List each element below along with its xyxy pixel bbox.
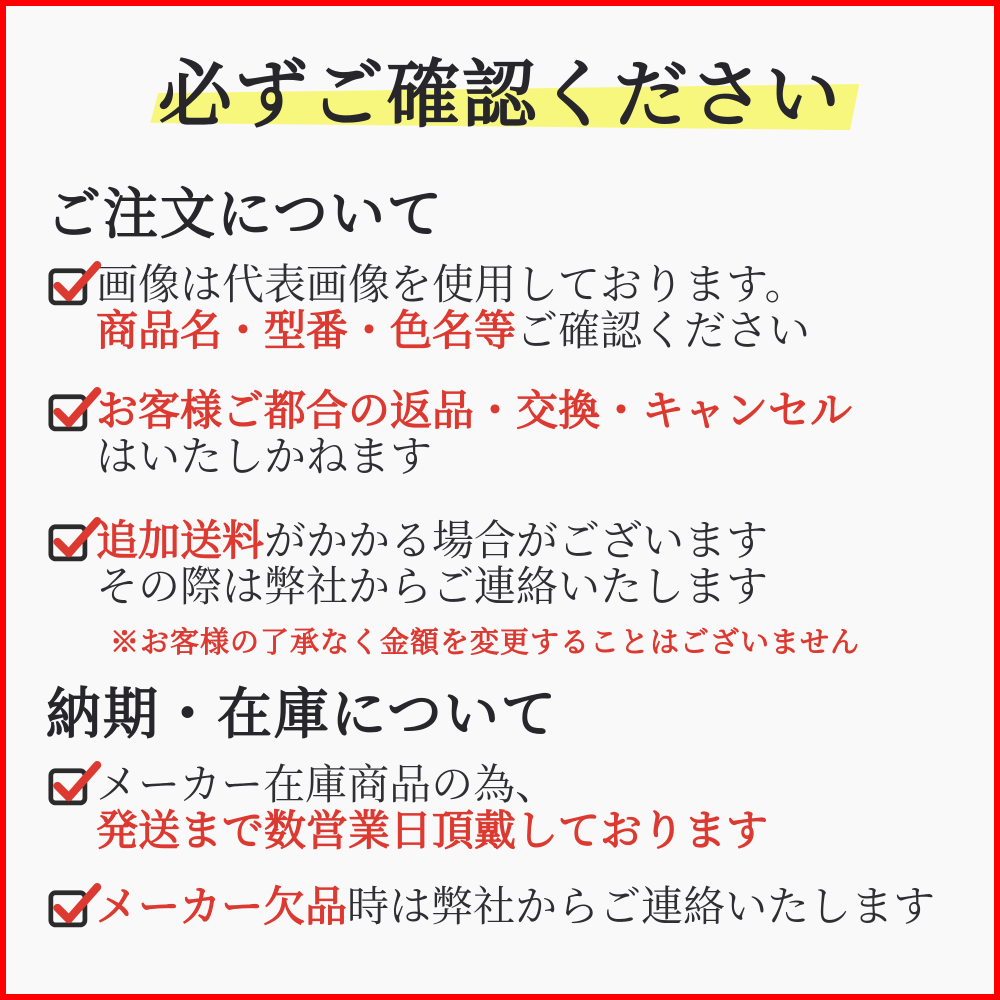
text-segment-red: 追加送料 <box>96 516 265 565</box>
text-segment: ご確認ください <box>516 306 811 355</box>
page-title: 必ずご確認ください <box>158 52 842 138</box>
section-heading-orders: ご注文について <box>46 181 444 246</box>
item-text <box>96 884 970 930</box>
checklist-item-maker-shortage <box>46 884 970 930</box>
text-segment-red: 発送まで数営業日頂戴しております <box>96 806 769 855</box>
item-text-line <box>96 308 970 354</box>
text-segment-red: メーカー欠品 <box>96 882 348 931</box>
checklist-item-extra-shipping <box>46 518 970 658</box>
text-segment: 画像は代表画像を使用しております。 <box>96 260 807 309</box>
checkbox-checked-icon <box>48 884 101 928</box>
item-text-line <box>96 884 970 930</box>
item-text <box>96 518 970 658</box>
text-segment: はいたしかねます <box>96 432 433 481</box>
text-segment: メーカー在庫商品の為、 <box>96 760 558 809</box>
item-text <box>96 262 970 354</box>
item-text-line <box>96 262 970 308</box>
item-text-line <box>96 518 970 564</box>
item-text <box>96 762 970 854</box>
item-text-line <box>96 434 970 480</box>
item-text-line <box>96 388 970 434</box>
checkbox-checked-icon <box>48 262 101 306</box>
checkbox-checked-icon <box>48 762 101 806</box>
checkbox-checked-icon <box>48 518 101 562</box>
checkbox-checked-icon <box>48 388 101 432</box>
text-segment: がかかる場合がございます <box>264 516 769 565</box>
item-text <box>96 388 970 480</box>
item-text-line <box>96 808 970 854</box>
text-segment: その際は弊社からご連絡いたします <box>96 562 769 611</box>
item-text-line <box>96 564 970 610</box>
item-note: ※お客様の了承なく金額を変更することはございません <box>110 625 861 659</box>
text-segment-red: 商品名・型番・色名等 <box>96 306 517 355</box>
checklist-item-no-returns <box>46 388 970 480</box>
checklist-item-maker-stock <box>46 762 970 854</box>
checklist-item-representative-image <box>46 262 970 354</box>
item-text-line <box>96 762 970 808</box>
text-segment-red: お客様ご都合の返品・交換・キャンセル <box>96 386 853 435</box>
text-segment: 時は弊社からご連絡いたします <box>347 882 936 931</box>
section-heading-delivery-stock: 納期・在庫について <box>46 681 558 746</box>
